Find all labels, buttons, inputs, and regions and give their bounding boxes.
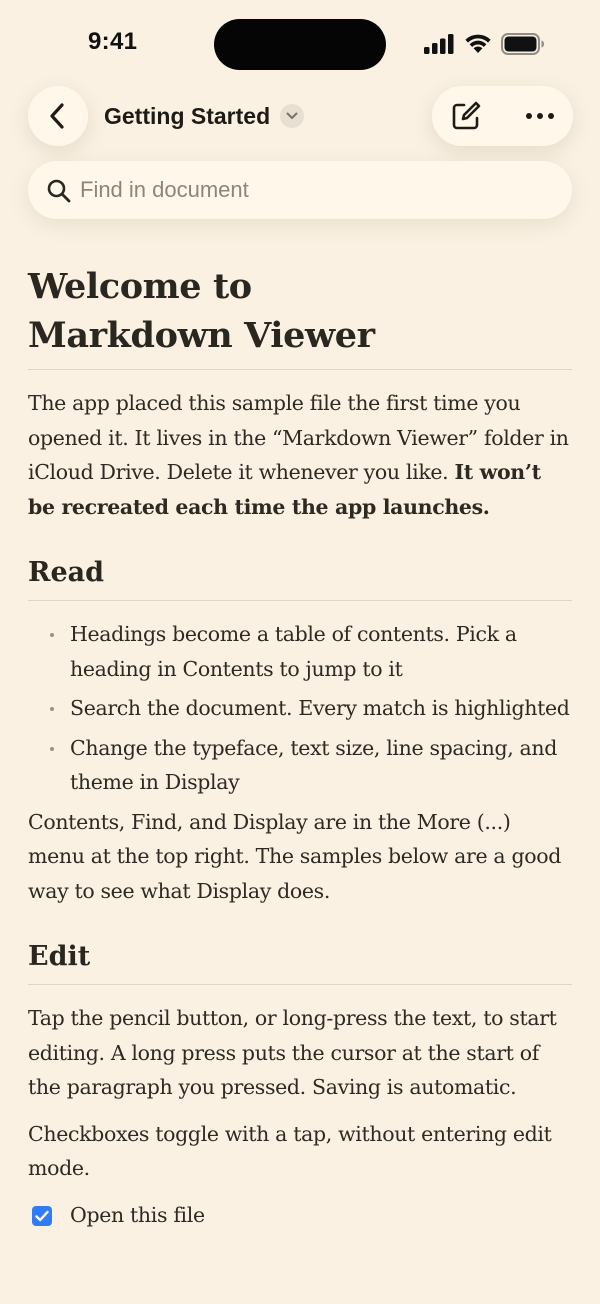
list-item-text: Search the document. Every match is highlighted: [70, 696, 570, 720]
checkbox-paragraph: Checkboxes toggle with a tap, without entering edit mode.: [28, 1121, 552, 1180]
nav-actions-group: [432, 86, 573, 146]
checkmark-icon: [35, 1210, 49, 1222]
markdown-document: [28, 262, 572, 1232]
document-heading-line-1: Welcome to: [28, 266, 252, 307]
cellular-signal-icon: [424, 34, 456, 54]
chevron-down-icon: [280, 104, 304, 128]
edit-heading-divider: [28, 984, 572, 985]
list-item-text: Headings become a table of contents. Pick a heading in Contents to jump to it: [70, 622, 517, 681]
task-label: Open this file: [70, 1202, 205, 1227]
dynamic-island: [214, 19, 386, 70]
status-bar: [0, 0, 600, 80]
square-pencil-icon: [450, 100, 482, 132]
search-input[interactable]: [80, 161, 550, 219]
document-heading-line-2: Markdown Viewer: [28, 315, 375, 356]
task-checkbox[interactable]: [32, 1206, 52, 1226]
edit-paragraph: Tap the pencil button, or long-press the text, to start editing. A long press puts the cursor at the start of the paragraph you pressed. Saving is automatic.: [28, 1006, 557, 1099]
status-time: 9:41: [88, 28, 138, 55]
read-heading: Read: [28, 557, 104, 588]
read-paragraph: Contents, Find, and Display are in the More (...) menu at the top right. The samples below are a good way to see what Display does.: [28, 809, 561, 903]
find-in-document-field[interactable]: [28, 161, 572, 219]
intro-text: The app placed this sample file the first time you opened it. It lives in the “Markdown Viewer” folder in iCloud Drive. Delete it whenever you like.: [28, 391, 569, 484]
read-heading-divider: [28, 600, 572, 601]
read-bullet-list: [28, 617, 572, 800]
back-button[interactable]: [28, 86, 88, 146]
search-icon: [46, 178, 72, 204]
chevron-left-icon: [47, 102, 69, 130]
more-button[interactable]: [516, 94, 564, 138]
list-item: [28, 691, 572, 726]
list-item: [28, 617, 572, 686]
heading-divider: [28, 369, 572, 370]
battery-icon: [501, 33, 545, 55]
list-item-text: Change the typeface, text size, line spacing, and theme in Display: [70, 735, 558, 794]
intro-bold-text: It won’t be recreated each time the app launches.: [28, 460, 541, 519]
edit-button[interactable]: [444, 94, 488, 138]
bullet-icon: [50, 633, 54, 637]
document-heading: [28, 262, 572, 360]
list-item: [28, 731, 572, 800]
ellipsis-icon: [525, 112, 555, 120]
wifi-icon: [464, 32, 492, 54]
document-title-menu[interactable]: [104, 98, 304, 134]
document-title: Getting Started: [104, 102, 271, 129]
edit-heading: Edit: [28, 941, 91, 972]
bullet-icon: [50, 707, 54, 711]
bullet-icon: [50, 747, 54, 751]
intro-paragraph: [28, 386, 572, 524]
task-item: [28, 1198, 572, 1233]
